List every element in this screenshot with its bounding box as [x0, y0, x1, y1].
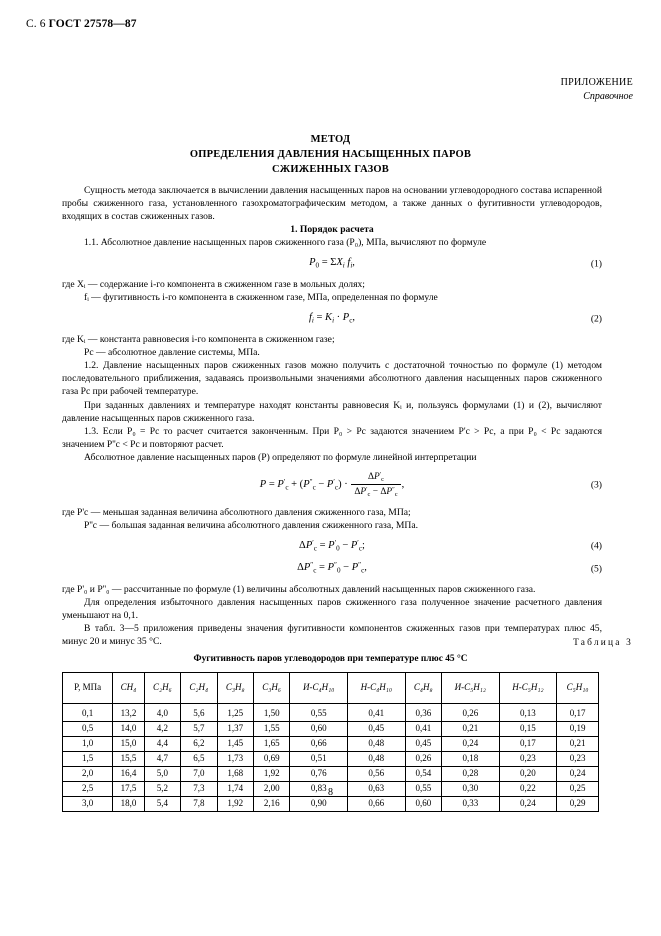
formula-2-number: (2) [590, 313, 602, 325]
formula-4-number: (4) [590, 540, 602, 552]
cell: 1,5 [63, 752, 113, 767]
cell: 0,21 [557, 737, 599, 752]
cell: 4,7 [144, 752, 180, 767]
title-line-1: МЕТОД [310, 134, 351, 145]
formula-3-number: (3) [590, 479, 602, 491]
cell: 0,19 [557, 722, 599, 737]
table-row [63, 704, 599, 722]
paragraph-1-2: 1.2. Давление насыщенных паров сжиженных газов можно получить с достаточной точностью по формуле (1) методом последовательного приближения, задаваясь произвольными значениями абсолютного давления насыщенных паров сжиженного газа Pс при рабочей температуре. [62, 360, 602, 398]
table-row [63, 737, 599, 752]
note-5: где P'₀ и P''₀ — рассчитанные по формуле (1) величины абсолютных давлений насыщенных паров сжиженного газа. [62, 584, 536, 596]
formula-1-number: (1) [590, 258, 602, 270]
note-1a: где Xᵢ — содержание i-го компонента в сжиженном газе в мольных долях; [62, 279, 365, 291]
cell: 1,55 [253, 722, 289, 737]
cell: 5,6 [181, 704, 217, 722]
cell: 4,2 [144, 722, 180, 737]
paragraph-1-3: 1.3. Если P₀ = Pс то расчет считается законченным. При P₀ > Pс задаются значением P'с > Pс, а при P₀ < Pс задаются значением P''с < Pс и повторяют расчет. [62, 425, 602, 450]
cell: 7,3 [181, 782, 217, 797]
cell: 0,41 [348, 704, 406, 722]
col-header-8: C₄H₈ [405, 673, 441, 704]
header-standard: ГОСТ 27578—87 [48, 18, 137, 30]
appendix-line-1: ПРИЛОЖЕНИЕ [560, 77, 633, 88]
formula-1 [62, 256, 602, 271]
col-header-4: C₃H₈ [217, 673, 253, 704]
cell: 0,13 [499, 704, 557, 722]
cell: 0,48 [348, 752, 406, 767]
cell: 1,45 [217, 737, 253, 752]
cell: 0,24 [442, 737, 500, 752]
cell: 0,28 [442, 767, 500, 782]
formula-4 [62, 539, 602, 554]
header-page-label: С. 6 [26, 18, 46, 30]
table-row [63, 767, 599, 782]
col-header-5: C₃H₆ [253, 673, 289, 704]
cell: 1,92 [253, 767, 289, 782]
cell: 0,45 [405, 737, 441, 752]
cell: 0,23 [499, 752, 557, 767]
cell: 0,63 [348, 782, 406, 797]
paragraph-intro: Сущность метода заключается в вычислении давления насыщенных паров на основании углеводородного состава испаренной пробы сжиженного газа, установленного газохроматографическим методом, а также данных о фугитивности углеводородов, входящих в состав сжиженных газов. [62, 185, 602, 223]
table-header-row [63, 673, 599, 704]
cell: 5,0 [144, 767, 180, 782]
formula-5-number: (5) [590, 562, 602, 574]
cell: 13,2 [113, 704, 144, 722]
cell: 0,21 [442, 722, 500, 737]
page-title [0, 132, 661, 178]
cell: 0,56 [348, 767, 406, 782]
cell: 2,00 [253, 782, 289, 797]
cell: 0,22 [499, 782, 557, 797]
formula-3 [62, 471, 602, 499]
paragraph-tables: В табл. 3—5 приложения приведены значения фугитивности компонентов сжиженных газов при температурах плюс 45, минус 20 и минус 35 °С. [62, 623, 602, 648]
cell: 16,4 [113, 767, 144, 782]
cell: 0,41 [405, 722, 441, 737]
note-3a: где P'с — меньшая заданная величина абсолютного давления сжиженного газа, МПа; [62, 506, 411, 518]
cell: 0,45 [348, 722, 406, 737]
cell: 0,33 [442, 797, 500, 812]
note-3b: P''с — большая заданная величина абсолютного давления сжиженного газа, МПа. [84, 519, 419, 531]
cell: 0,55 [405, 782, 441, 797]
cell: 5,4 [144, 797, 180, 812]
col-header-2: C₂H₆ [144, 673, 180, 704]
cell: 0,1 [63, 704, 113, 722]
cell: 0,18 [442, 752, 500, 767]
col-header-9: И-C₅H₁₂ [442, 673, 500, 704]
formula-5-expr: $\Delta P''_с = P''_0 - P''_с$, [297, 560, 367, 575]
cell: 14,0 [113, 722, 144, 737]
title-line-3: СЖИЖЕННЫХ ГАЗОВ [272, 164, 389, 176]
cell: 0,66 [348, 797, 406, 812]
cell: 1,92 [217, 797, 253, 812]
cell: 0,20 [499, 767, 557, 782]
cell: 3,0 [63, 797, 113, 812]
cell: 0,24 [557, 767, 599, 782]
formula-4-expr: $\Delta P'_с = P'_0 - P'_с$; [299, 538, 365, 553]
paragraph-1-1: 1.1. Абсолютное давление насыщенных паров сжиженного газа (P₀), МПа, вычисляют по формуле [84, 237, 487, 249]
formula-5 [62, 561, 602, 576]
section-heading-1: 1. Порядок расчета [290, 224, 374, 236]
cell: 5,2 [144, 782, 180, 797]
cell: 0,15 [499, 722, 557, 737]
cell: 0,83 [290, 782, 348, 797]
cell: 0,76 [290, 767, 348, 782]
cell: 0,69 [253, 752, 289, 767]
cell: 0,55 [290, 704, 348, 722]
cell: 0,26 [405, 752, 441, 767]
formula-1-expr: $P_0 = \Sigma X_i$ $f_i$, [309, 257, 355, 270]
cell: 0,26 [442, 704, 500, 722]
note-1b: fᵢ — фугитивность i-го компонента в сжиженном газе, МПа, определенная по формуле [84, 292, 438, 304]
cell: 1,0 [63, 737, 113, 752]
cell: 0,24 [499, 797, 557, 812]
cell: 15,5 [113, 752, 144, 767]
cell: 1,73 [217, 752, 253, 767]
table-row [63, 722, 599, 737]
cell: 17,5 [113, 782, 144, 797]
paragraph-1-4: Абсолютное давление насыщенных паров (P) определяют по формуле линейной интерпретации [84, 451, 477, 463]
cell: 0,5 [63, 722, 113, 737]
cell: 1,37 [217, 722, 253, 737]
cell: 4,0 [144, 704, 180, 722]
formula-2-expr: $f_i = K_i \cdot P_с$, [308, 312, 356, 325]
table-title: Фугитивность паров углеводородов при температуре плюс 45 °С [193, 654, 468, 664]
appendix-line-2: Справочное [583, 90, 633, 102]
cell: 0,60 [405, 797, 441, 812]
paragraph-excess: Для определения избыточного давления насыщенных паров сжиженного газа полученное значение расчетного давления уменьшают на 0,1. [62, 597, 602, 622]
cell: 0,60 [290, 722, 348, 737]
page-header [26, 18, 137, 30]
cell: 0,90 [290, 797, 348, 812]
cell: 1,65 [253, 737, 289, 752]
cell: 0,54 [405, 767, 441, 782]
appendix-block [561, 76, 633, 103]
cell: 1,50 [253, 704, 289, 722]
cell: 0,25 [557, 782, 599, 797]
cell: 0,66 [290, 737, 348, 752]
col-header-3: C₂H₄ [181, 673, 217, 704]
cell: 6,5 [181, 752, 217, 767]
cell: 7,0 [181, 767, 217, 782]
formula-2 [62, 311, 602, 326]
cell: 1,74 [217, 782, 253, 797]
cell: 1,25 [217, 704, 253, 722]
cell: 0,29 [557, 797, 599, 812]
cell: 4,4 [144, 737, 180, 752]
cell: 0,23 [557, 752, 599, 767]
table-row [63, 752, 599, 767]
cell: 15,0 [113, 737, 144, 752]
note-2a: где Kᵢ — константа равновесия i-го компонента в сжиженном газе; [62, 334, 335, 346]
formula-3-expr: $P = P'_с + (P''_с - P'_с)$ · $\frac{\Delta P'_с}{\Delta P'_с - \Delta P''_с}$ , [259, 470, 405, 499]
document-body [62, 184, 602, 648]
cell: 18,0 [113, 797, 144, 812]
paragraph-1-2b: При заданных давлениях и температуре находят константы равновесия Kᵢ и, пользуясь формулами (1) и (2), вычисляют давление насыщенных паров сжиженного газа. [62, 399, 602, 424]
cell: 0,48 [348, 737, 406, 752]
page-number: 8 [328, 787, 333, 798]
cell: 0,17 [499, 737, 557, 752]
col-header-10: Н-C₅H₁₂ [499, 673, 557, 704]
table-label: Таблица 3 [573, 638, 633, 648]
cell: 2,0 [63, 767, 113, 782]
table-head [63, 673, 599, 704]
cell: 0,17 [557, 704, 599, 722]
cell: 2,16 [253, 797, 289, 812]
cell: 7,8 [181, 797, 217, 812]
cell: 6,2 [181, 737, 217, 752]
col-header-0: P, МПа [63, 673, 113, 704]
cell: 2,5 [63, 782, 113, 797]
table-row [63, 797, 599, 812]
col-header-7: Н-C₄H₁₀ [348, 673, 406, 704]
note-2b: Pс — абсолютное давление системы, МПа. [84, 347, 260, 359]
col-header-1: CH₄ [113, 673, 144, 704]
cell: 5,7 [181, 722, 217, 737]
col-header-6: И-C₄H₁₀ [290, 673, 348, 704]
title-line-2: ОПРЕДЕЛЕНИЯ ДАВЛЕНИЯ НАСЫЩЕННЫХ ПАРОВ [189, 149, 472, 161]
cell: 0,36 [405, 704, 441, 722]
cell: 0,51 [290, 752, 348, 767]
col-header-11: C₅H₁₀ [557, 673, 599, 704]
cell: 0,30 [442, 782, 500, 797]
cell: 1,68 [217, 767, 253, 782]
